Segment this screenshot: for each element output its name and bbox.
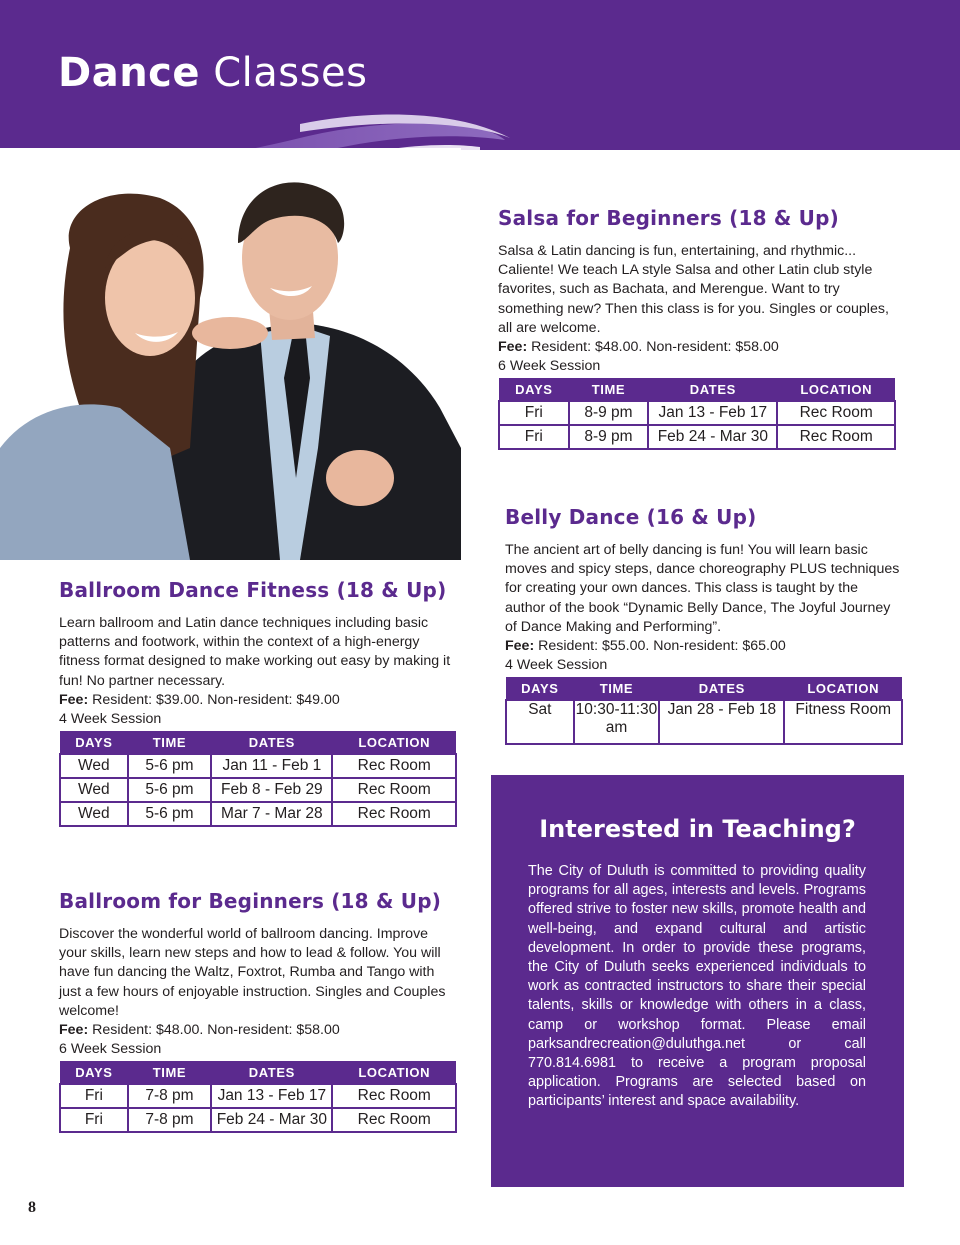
- column-header: DAYS: [60, 1061, 128, 1084]
- column-header: LOCATION: [332, 731, 456, 754]
- table-cell: Feb 24 - Mar 30: [648, 425, 777, 449]
- column-header: DATES: [648, 378, 777, 401]
- column-header: LOCATION: [784, 677, 902, 700]
- table-row: [499, 425, 895, 449]
- column-header: LOCATION: [777, 378, 895, 401]
- table-row: [60, 778, 456, 802]
- ballroom-fitness-section: [59, 578, 457, 827]
- ballroom-beginners-title: Ballroom for Beginners (18 & Up): [59, 889, 442, 913]
- salsa-session: 6 Week Session: [498, 358, 601, 375]
- ballroom-fitness-session: 4 Week Session: [59, 711, 162, 728]
- column-header: DATES: [211, 1061, 332, 1084]
- table-cell: 5-6 pm: [128, 754, 212, 778]
- belly-dance-schedule-table: [505, 677, 903, 745]
- table-cell: Rec Room: [332, 802, 456, 826]
- ballroom-beginners-session: 6 Week Session: [59, 1041, 162, 1058]
- table-cell: Rec Room: [777, 425, 895, 449]
- table-cell: 10:30-11:30 am: [574, 700, 660, 744]
- table-cell: 8-9 pm: [569, 401, 649, 425]
- table-header-row: [506, 677, 902, 700]
- ballroom-fitness-fee: [59, 691, 457, 710]
- table-cell: Fitness Room: [784, 700, 902, 744]
- salsa-section: [498, 206, 898, 450]
- table-cell: Sat: [506, 700, 574, 744]
- couple-photo: [0, 148, 461, 560]
- salsa-title: Salsa for Beginners (18 & Up): [498, 206, 839, 230]
- ballroom-beginners-fee: [59, 1021, 457, 1040]
- belly-dance-session: 4 Week Session: [505, 657, 608, 674]
- table-cell: Jan 13 - Feb 17: [211, 1084, 332, 1108]
- ballroom-fitness-fee-value: Resident: $39.00. Non-resident: $49.00: [92, 691, 340, 708]
- table-cell: Wed: [60, 754, 128, 778]
- table-cell: Fri: [60, 1084, 128, 1108]
- page-title-bold: Dance: [58, 50, 201, 96]
- column-header: DAYS: [60, 731, 128, 754]
- table-cell: Mar 7 - Mar 28: [211, 802, 332, 826]
- column-header: TIME: [128, 1061, 212, 1084]
- table-cell: Fri: [60, 1108, 128, 1132]
- dancing-couple-illustration: [0, 148, 461, 560]
- ballroom-beginners-schedule-table: [59, 1061, 457, 1133]
- table-cell: Feb 8 - Feb 29: [211, 778, 332, 802]
- table-cell: Jan 28 - Feb 18: [659, 700, 784, 744]
- column-header: DATES: [211, 731, 332, 754]
- ballroom-fitness-description: Learn ballroom and Latin dance techniques including basic patterns and footwork, within the context of a high-energy fitness format designed to make working out easy by making it fun! No partner necessary.: [59, 615, 451, 689]
- page-title-light: Classes: [213, 50, 368, 96]
- table-header-row: [499, 378, 895, 401]
- ballroom-beginners-fee-value: Resident: $48.00. Non-resident: $58.00: [92, 1022, 340, 1039]
- table-cell: Jan 13 - Feb 17: [648, 401, 777, 425]
- table-cell: Rec Room: [332, 1084, 456, 1108]
- ballroom-beginners-description: Discover the wonderful world of ballroom dancing. Improve your skills, learn new steps and how to lead & follow. You will have fun dancing the Waltz, Foxtrot, Rumba and Tango with just a few hours of enjoyable instruction. Singles and Couples welcome!: [59, 926, 446, 1019]
- belly-dance-fee-label: Fee:: [505, 638, 535, 655]
- table-cell: Fri: [499, 401, 569, 425]
- belly-dance-description: The ancient art of belly dancing is fun! You will learn basic moves and spicy steps, dance choreography PLUS techniques for creating your own dances. This class is taught by the author of the book “Dynamic Belly Dance, The Joyful Journey of Dance Making and Performing”.: [505, 542, 900, 635]
- table-header-row: [60, 731, 456, 754]
- ballroom-fitness-schedule-table: [59, 731, 457, 827]
- salsa-schedule-table: [498, 378, 896, 450]
- teaching-body: The City of Duluth is committed to providing quality programs for all ages, interests and levels. Programs offered strive to foster new skills, promote health and well-being, and expand cultural and artistic development. In order to provide these programs, the City of Duluth seeks experienced individuals to work as contracted instructors to share their special talents, skills or knowledge with others in a class, camp or workshop format. Please email parksandrecreation@duluthga.net or call 770.814.6981 to receive a program proposal application. Programs are selected based on participants’ interest and space availability.: [528, 863, 866, 1110]
- table-row: [60, 1108, 456, 1132]
- table-row: [60, 802, 456, 826]
- table-cell: 7-8 pm: [128, 1084, 212, 1108]
- table-row: [506, 700, 902, 744]
- page-title: [58, 50, 367, 96]
- column-header: TIME: [569, 378, 649, 401]
- table-cell: 7-8 pm: [128, 1108, 212, 1132]
- table-row: [60, 754, 456, 778]
- belly-dance-title: Belly Dance (16 & Up): [505, 505, 757, 529]
- table-cell: 8-9 pm: [569, 425, 649, 449]
- teaching-title: Interested in Teaching?: [539, 815, 856, 843]
- table-cell: Wed: [60, 802, 128, 826]
- salsa-fee-label: Fee:: [498, 339, 528, 356]
- salsa-description: Salsa & Latin dancing is fun, entertaining, and rhythmic... Caliente! We teach LA style Salsa and other Latin club style favorites, such as Bachata, and Merengue. Want to try something new? Then this class is for you. Singles or couples, all are welcome.: [498, 243, 889, 336]
- table-cell: Rec Room: [332, 754, 456, 778]
- column-header: DATES: [659, 677, 784, 700]
- belly-dance-fee: [505, 637, 901, 656]
- ballroom-fitness-title: Ballroom Dance Fitness (18 & Up): [59, 578, 447, 602]
- table-row: [499, 401, 895, 425]
- table-row: [60, 1084, 456, 1108]
- table-cell: Feb 24 - Mar 30: [211, 1108, 332, 1132]
- ballroom-beginners-section: [59, 889, 457, 1133]
- belly-dance-section: [505, 505, 901, 745]
- ballroom-fitness-fee-label: Fee:: [59, 691, 89, 708]
- table-cell: Rec Room: [332, 778, 456, 802]
- table-cell: 5-6 pm: [128, 802, 212, 826]
- teaching-callout-box: [491, 775, 904, 1187]
- belly-dance-fee-value: Resident: $55.00. Non-resident: $65.00: [538, 638, 786, 655]
- table-cell: Jan 11 - Feb 1: [211, 754, 332, 778]
- ballroom-beginners-fee-label: Fee:: [59, 1022, 89, 1039]
- salsa-fee: [498, 338, 898, 357]
- table-header-row: [60, 1061, 456, 1084]
- table-cell: Wed: [60, 778, 128, 802]
- table-cell: 5-6 pm: [128, 778, 212, 802]
- column-header: DAYS: [499, 378, 569, 401]
- table-cell: Fri: [499, 425, 569, 449]
- column-header: DAYS: [506, 677, 574, 700]
- column-header: TIME: [574, 677, 660, 700]
- table-cell: Rec Room: [777, 401, 895, 425]
- column-header: LOCATION: [332, 1061, 456, 1084]
- page-number: 8: [28, 1199, 36, 1216]
- column-header: TIME: [128, 731, 212, 754]
- salsa-fee-value: Resident: $48.00. Non-resident: $58.00: [531, 339, 779, 356]
- table-cell: Rec Room: [332, 1108, 456, 1132]
